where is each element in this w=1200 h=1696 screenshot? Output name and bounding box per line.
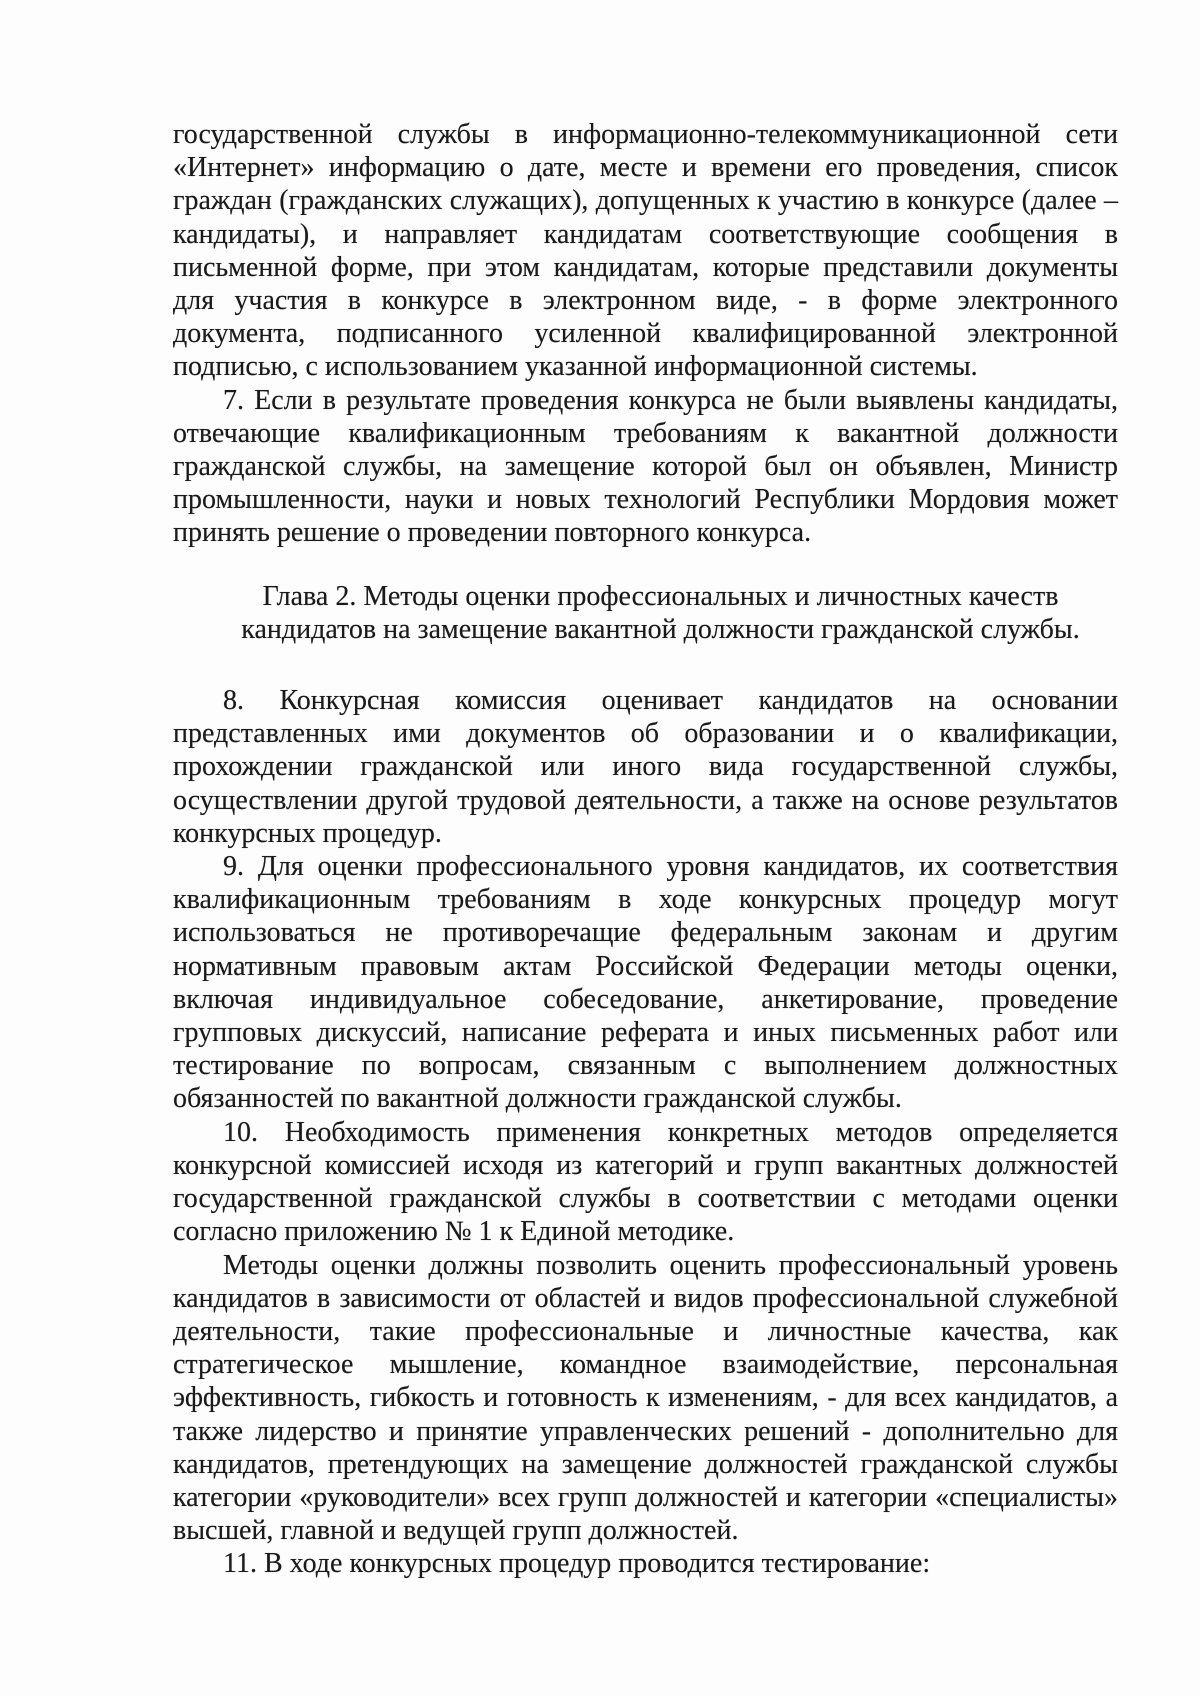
document-body (173, 118, 1118, 1581)
spacer (173, 550, 1118, 580)
chapter-heading-line-1: Глава 2. Методы оценки профессиональных и личностных качеств (262, 580, 1059, 612)
paragraph-methods: Методы оценки должны позволить оценить профессиональный уровень кандидатов в зависимости от областей и видов профессиональной служебной деятельности, такие профессиональные и личностные качества, как стратегическое мышление, командное взаимодействие, персональная эффективность, гибкость и готовность к изменениям, - для всех кандидатов, а также лидерство и принятие управленческих решений - дополнительно для кандидатов, претендующих на замещение должностей гражданской службы категории «руководители» всех групп должностей и категории «специалисты» высшей, главной и ведущей групп должностей. (173, 1249, 1118, 1547)
paragraph-8: 8. Конкурсная комиссия оценивает кандидатов на основании представленных ими документов об образовании и о квалификации, прохождении гражданской или иного вида государственной службы, осуществлении другой трудовой деятельности, а также на основе результатов конкурсных процедур. (173, 685, 1118, 849)
paragraph-10: 10. Необходимость применения конкретных методов определяется конкурсной комиссией исходя из категорий и групп вакантных должностей государственной гражданской службы в соответствии с методами оценки согласно приложению № 1 к Единой методике. (173, 1116, 1118, 1248)
paragraph-11: 11. В ходе конкурсных процедур проводится тестирование: (223, 1548, 931, 1580)
intro-paragraph: государственной службы в информационно-телекоммуникационной сети «Интернет» информацию о дате, месте и времени его проведения, список граждан (гражданских служащих), допущенных к участию в конкурсе (далее – кандидаты), и направляет кандидатам соответствующие сообщения в письменной форме, при этом кандидатам, которые представили документы для участия в конкурсе в электронном виде, - в форме электронного документа, подписанного усиленной квалифицированной электронной подписью, с использованием указанной информационной системы. (173, 119, 1118, 383)
chapter-heading (173, 580, 1118, 646)
chapter-heading-line-2: кандидатов на замещение вакантной должности гражданской службы. (241, 613, 1080, 645)
paragraph-9: 9. Для оценки профессионального уровня кандидатов, их соответствия квалификационным требованиям в ходе конкурсных процедур могут использоваться не противоречащие федеральным законам и другим нормативным правовым актам Российской Федерации методы оценки, включая индивидуальное собеседование, анкетирование, проведение групповых дискуссий, написание реферата и иных письменных работ или тестирование по вопросам, связанным с выполнением должностных обязанностей по вакантной должности гражданской службы. (173, 851, 1118, 1115)
paragraph-7: 7. Если в результате проведения конкурса не были выявлены кандидаты, отвечающие квалификационным требованиям к вакантной должности гражданской службы, на замещение которой был он объявлен, Министр промышленности, науки и новых технологий Республики Мордовия может принять решение о проведении повторного конкурса. (173, 384, 1118, 549)
spacer (173, 646, 1118, 684)
